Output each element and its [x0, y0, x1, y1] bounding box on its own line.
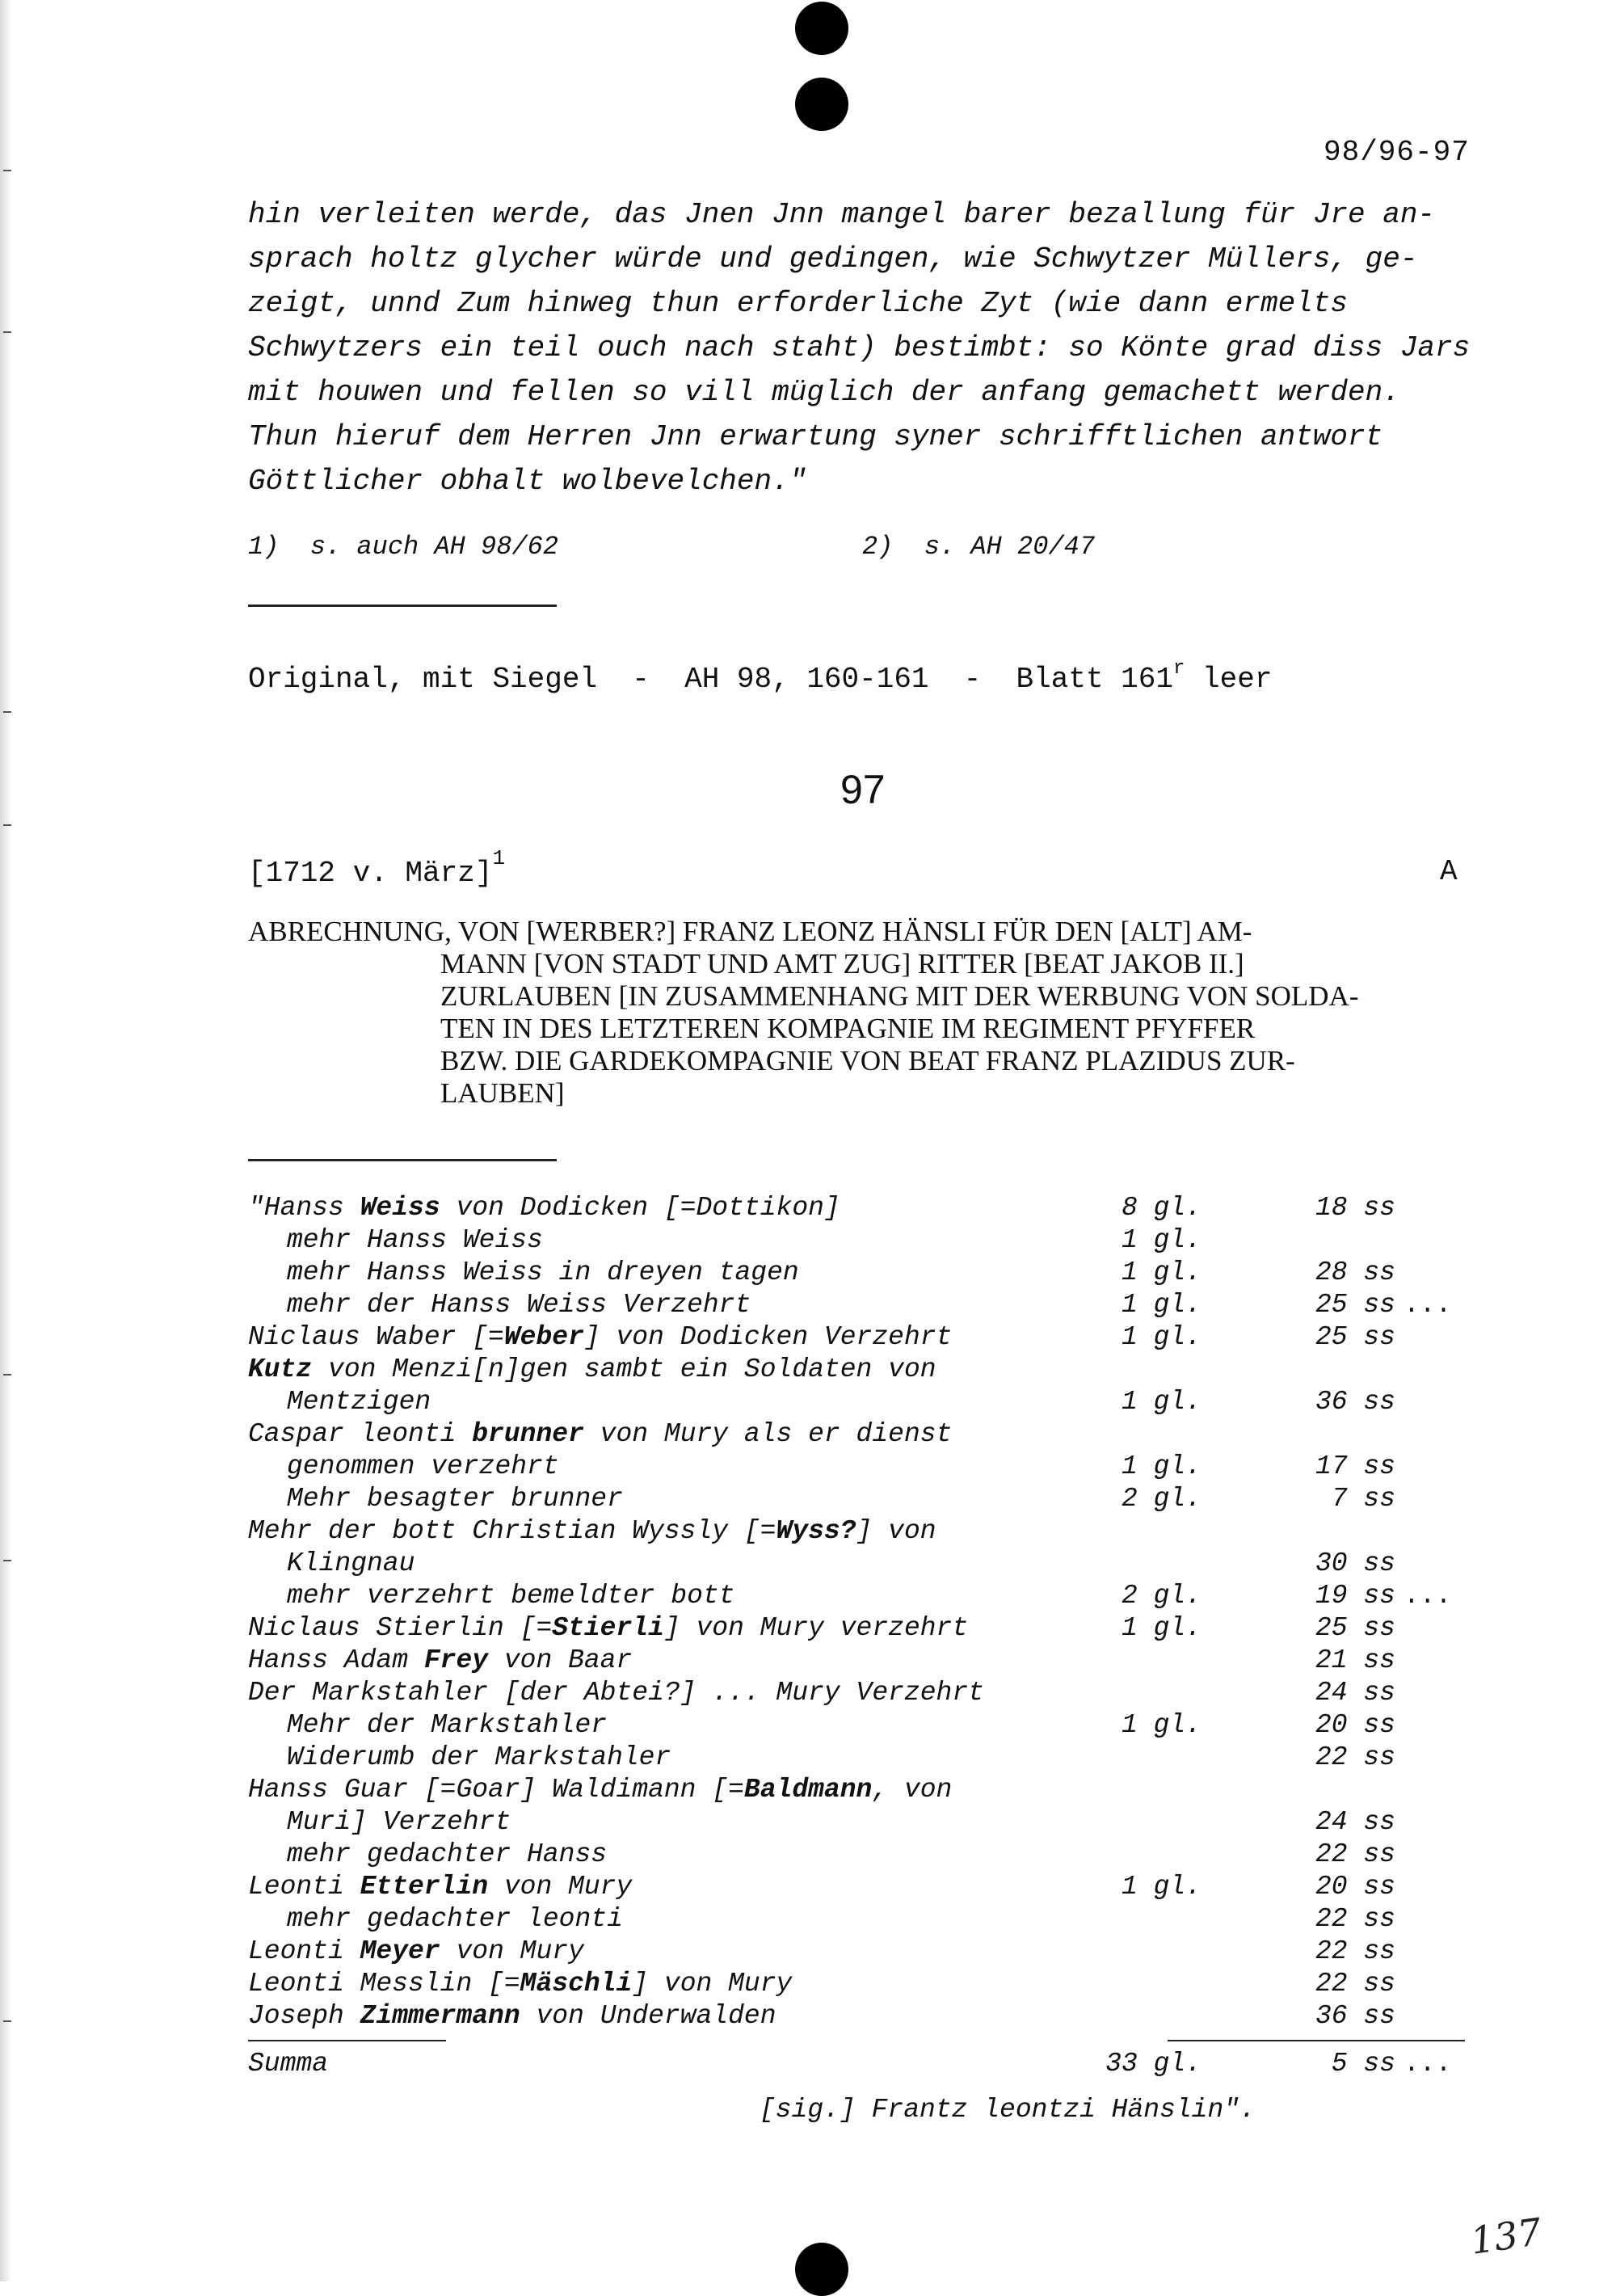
table-row — [248, 1258, 1468, 1290]
heading-line: TEN IN DES LETZTEREN KOMPAGNIE IM REGIMENT PFYFFER — [440, 1013, 1256, 1044]
table-row — [248, 1193, 1468, 1225]
ledger-description-pre: Caspar leonti — [248, 1419, 473, 1449]
ledger-description-bold: Weiss — [360, 1193, 440, 1223]
table-row — [248, 1936, 1468, 1969]
ledger-description-pre: Mentzigen — [287, 1387, 431, 1417]
heading-line: MANN [VON STADT UND AMT ZUG] RITTER [BEAT JAKOB II.] — [440, 948, 1244, 979]
ledger-schilling: 17 ss — [1315, 1451, 1395, 1481]
table-row — [248, 1710, 1468, 1742]
ledger-description — [287, 1839, 607, 1869]
document-date-text: [1712 v. März] — [248, 857, 493, 890]
scan-edge-mark — [3, 711, 11, 713]
document-type-letter: A — [1440, 855, 1458, 888]
source-note-end: leer — [1185, 663, 1273, 696]
summa-gulden: 33 gl. — [1105, 2049, 1201, 2079]
ledger-description — [248, 1936, 584, 1966]
ledger-description-pre: Joseph — [248, 2001, 360, 2031]
ledger-description-pre: mehr gedachter Hanss — [287, 1839, 608, 1869]
ledger-gulden: 1 gl. — [1121, 1258, 1201, 1287]
ledger-description — [248, 1613, 968, 1643]
ledger-description-post: ] von — [856, 1516, 936, 1546]
table-row — [248, 1613, 1468, 1645]
ledger-description — [248, 1193, 840, 1223]
ledger-description-post: von Mury — [440, 1936, 584, 1966]
ledger-gulden: 1 gl. — [1121, 1290, 1201, 1320]
ledger-description-pre: mehr Hanss Weiss in dreyen tagen — [287, 1258, 799, 1287]
ledger-description — [248, 1775, 952, 1805]
text-line: Göttlicher obhalt wolbevelchen." — [248, 465, 807, 498]
ledger-schilling: 22 ss — [1315, 1936, 1395, 1966]
ledger-description-post: von Baar — [488, 1645, 633, 1675]
ledger-schilling: 25 ss — [1315, 1322, 1395, 1352]
table-row — [248, 1451, 1468, 1484]
source-note — [248, 658, 1273, 696]
ledger-description-pre: Hanss Adam — [248, 1645, 424, 1675]
ledger-description-pre: Hanss Guar [=Goar] Waldimann [= — [248, 1775, 744, 1805]
ledger-description-post: von Menzi[n]gen sambt ein Soldaten von — [312, 1354, 936, 1384]
table-row — [248, 1419, 1468, 1451]
ledger-description-bold: Etterlin — [360, 1872, 489, 1902]
ledger-gulden: 1 gl. — [1121, 1872, 1201, 1902]
ledger-gulden: 1 gl. — [1121, 1613, 1201, 1643]
ledger-description-bold: Stierli — [552, 1613, 664, 1643]
ledger-description-pre: Niclaus Waber [= — [248, 1322, 504, 1352]
heading-line: ZURLAUBEN [IN ZUSAMMENHANG MIT DER WERBUNG VON SOLDA- — [440, 980, 1359, 1012]
heading-divider — [248, 1159, 557, 1161]
ledger-description-bold: Frey — [423, 1645, 489, 1675]
table-row — [248, 1969, 1468, 2001]
text-line: sprach holtz glycher würde und gedingen, wie Schwytzer Müllers, ge- — [248, 242, 1418, 276]
ledger-description-bold: Wyss? — [776, 1516, 856, 1546]
ledger-description — [248, 1872, 632, 1902]
ledger-schilling: 22 ss — [1315, 1904, 1395, 1934]
ledger-description — [287, 1581, 735, 1611]
ledger-description-pre: mehr verzehrt bemeldter bott — [287, 1581, 735, 1611]
ledger-description — [248, 1322, 952, 1352]
ledger-description — [287, 1742, 671, 1772]
ledger-description-post: von Mury als er dienst — [583, 1419, 953, 1449]
scan-left-edge — [0, 0, 11, 2281]
document-date — [248, 846, 506, 890]
ledger-table — [248, 1193, 1468, 2033]
ledger-description-bold: Kutz — [248, 1354, 313, 1384]
text-line: zeigt, unnd Zum hinweg thun erforderliche Zyt (wie dann ermelts — [248, 287, 1349, 320]
ledger-schilling: 22 ss — [1315, 1969, 1395, 1999]
ledger-description-post: von Mury — [488, 1872, 633, 1902]
ledger-description-bold: Mäschli — [520, 1969, 633, 1999]
ledger-gulden: 1 gl. — [1121, 1322, 1201, 1352]
ledger-ellipsis: ... — [1403, 1581, 1452, 1611]
table-row — [248, 1548, 1468, 1581]
text-line: mit houwen und fellen so vill müglich der anfang gemachett werden. — [248, 376, 1400, 409]
text-line: Thun hieruf dem Herren Jnn erwartung syner schrifftlichen antwort — [248, 420, 1383, 453]
table-row — [248, 1645, 1468, 1678]
ledger-schilling: 30 ss — [1315, 1548, 1395, 1578]
ledger-description-bold: Zimmermann — [360, 2001, 520, 2031]
ledger-description-pre: mehr der Hanss Weiss Verzehrt — [287, 1290, 751, 1320]
ledger-description-pre: Klingnau — [287, 1548, 415, 1578]
ledger-description — [287, 1484, 623, 1514]
ledger-description-post: ] von Mury verzehrt — [663, 1613, 969, 1643]
ledger-description-post: von Underwalden — [520, 2001, 776, 2031]
ledger-description-pre: Mehr besagter brunner — [287, 1484, 623, 1514]
summa-schilling: 5 ss — [1331, 2049, 1395, 2079]
ledger-description-pre: Leonti — [248, 1872, 360, 1902]
table-row — [248, 1290, 1468, 1322]
ledger-description — [287, 1387, 431, 1417]
scan-edge-mark — [3, 331, 11, 333]
ledger-description-pre: Mehr der Markstahler — [287, 1710, 608, 1740]
preceding-letter-text — [248, 192, 1509, 503]
document-heading — [248, 916, 1460, 1110]
table-row — [248, 1516, 1468, 1548]
ledger-schilling: 21 ss — [1315, 1645, 1395, 1675]
summa-ellipsis: ... — [1403, 2049, 1452, 2079]
heading-line: LAUBEN] — [440, 1077, 565, 1109]
ledger-description — [248, 1354, 936, 1384]
scan-edge-mark — [3, 170, 11, 171]
table-row — [248, 1484, 1468, 1516]
ledger-description-pre: Widerumb der Markstahler — [287, 1742, 671, 1772]
ledger-description — [287, 1807, 511, 1837]
table-row — [248, 1225, 1468, 1258]
ledger-gulden: 2 gl. — [1121, 1581, 1201, 1611]
footnote-2: 2) s. AH 20/47 — [862, 532, 1096, 562]
ledger-description — [248, 2001, 776, 2031]
ledger-description — [287, 1258, 799, 1287]
ledger-description — [287, 1225, 543, 1255]
summa-row — [248, 2049, 1468, 2081]
footnote-1: 1) s. auch AH 98/62 — [248, 532, 559, 562]
scan-edge-mark — [3, 2020, 11, 2022]
source-note-main: Original, mit Siegel - AH 98, 160-161 - Blatt 161 — [248, 663, 1173, 696]
table-row — [248, 1354, 1468, 1387]
text-line: Schwytzers ein teil ouch nach staht) bestimbt: so Könte grad diss Jars — [248, 331, 1471, 364]
ledger-description-pre: genommen verzehrt — [287, 1451, 559, 1481]
ledger-description-bold: brunner — [472, 1419, 584, 1449]
table-row — [248, 1387, 1468, 1419]
punch-hole-bottom — [795, 2243, 848, 2296]
ledger-gulden: 2 gl. — [1121, 1484, 1201, 1514]
table-row — [248, 1775, 1468, 1807]
ledger-ellipsis: ... — [1403, 1290, 1452, 1320]
ledger-total-rule — [1168, 2040, 1465, 2041]
ledger-schilling: 22 ss — [1315, 1742, 1395, 1772]
ledger-gulden: 1 gl. — [1121, 1387, 1201, 1417]
table-row — [248, 2001, 1468, 2033]
ledger-description — [248, 1969, 792, 1999]
ledger-gulden: 8 gl. — [1121, 1193, 1201, 1223]
ledger-description — [287, 1904, 623, 1934]
ledger-description — [287, 1710, 607, 1740]
table-row — [248, 1872, 1468, 1904]
ledger-description-pre: "Hanss — [248, 1193, 360, 1223]
ledger-description-pre: Muri] Verzehrt — [287, 1807, 511, 1837]
ledger-description — [287, 1290, 751, 1320]
ledger-description — [248, 1678, 984, 1708]
heading-line: ABRECHNUNG, VON [WERBER?] FRANZ LEONZ HÄNSLI FÜR DEN [ALT] AM- — [248, 916, 1252, 947]
source-note-superscript: r — [1173, 658, 1185, 680]
ledger-description — [248, 1645, 632, 1675]
ledger-description-pre: mehr gedachter leonti — [287, 1904, 623, 1934]
table-row — [248, 1742, 1468, 1775]
ledger-underline-left — [248, 2040, 446, 2041]
scan-edge-mark — [3, 1560, 11, 1561]
ledger-schilling: 28 ss — [1315, 1258, 1395, 1287]
table-row — [248, 1581, 1468, 1613]
ledger-description — [287, 1548, 415, 1578]
ledger-gulden: 1 gl. — [1121, 1710, 1201, 1740]
scan-edge-mark — [3, 824, 11, 826]
ledger-description-bold: Weber — [503, 1322, 584, 1352]
table-row — [248, 1839, 1468, 1872]
ledger-description-bold: Meyer — [360, 1936, 440, 1966]
ledger-description-post: von Dodicken [=Dottikon] — [440, 1193, 840, 1223]
ledger-description-pre: mehr Hanss Weiss — [287, 1225, 543, 1255]
ledger-schilling: 7 ss — [1331, 1484, 1395, 1514]
ledger-gulden: 1 gl. — [1121, 1451, 1201, 1481]
punch-hole-top-1 — [795, 2, 848, 55]
ledger-description — [287, 1451, 559, 1481]
ledger-schilling: 18 ss — [1315, 1193, 1395, 1223]
ledger-description-pre: Leonti — [248, 1936, 360, 1966]
table-row — [248, 1807, 1468, 1839]
document-date-note: 1 — [492, 846, 506, 870]
ledger-schilling: 19 ss — [1315, 1581, 1395, 1611]
ledger-schilling: 36 ss — [1315, 2001, 1395, 2031]
document-number: 97 — [840, 767, 886, 812]
summa-label: Summa — [248, 2049, 329, 2079]
ledger-description-pre: Der Markstahler [der Abtei?] ... Mury Verzehrt — [248, 1678, 984, 1708]
ledger-description — [248, 1419, 952, 1449]
table-row — [248, 1322, 1468, 1354]
table-row — [248, 1904, 1468, 1936]
ledger-schilling: 20 ss — [1315, 1872, 1395, 1902]
scan-edge-mark — [3, 1374, 11, 1375]
ledger-description-bold: Baldmann — [743, 1775, 873, 1805]
ledger-description-post: ] von Mury — [632, 1969, 793, 1999]
ledger-description-pre: Leonti Messlin [= — [248, 1969, 520, 1999]
ledger-schilling: 22 ss — [1315, 1839, 1395, 1869]
ledger-gulden: 1 gl. — [1121, 1225, 1201, 1255]
handwritten-folio-number: 137 — [1467, 2210, 1545, 2263]
ledger-schilling: 25 ss — [1315, 1290, 1395, 1320]
signature-line: [sig.] Frantz leontzi Hänslin". — [760, 2095, 1256, 2125]
ledger-description-post: ] von Dodicken Verzehrt — [583, 1322, 953, 1352]
ledger-description — [248, 1516, 936, 1546]
text-line: hin verleiten werde, das Jnen Jnn mangel barer bezallung für Jre an- — [248, 198, 1436, 231]
ledger-schilling: 25 ss — [1315, 1613, 1395, 1643]
heading-line: BZW. DIE GARDEKOMPAGNIE VON BEAT FRANZ PLAZIDUS ZUR- — [440, 1045, 1295, 1076]
ledger-description-pre: Niclaus Stierlin [= — [248, 1613, 553, 1643]
page-reference-number: 98/96-97 — [1324, 136, 1470, 169]
table-row — [248, 1678, 1468, 1710]
ledger-description-pre: Mehr der bott Christian Wyssly [= — [248, 1516, 776, 1546]
ledger-schilling: 24 ss — [1315, 1678, 1395, 1708]
ledger-description-post: , von — [872, 1775, 953, 1805]
ledger-schilling: 36 ss — [1315, 1387, 1395, 1417]
punch-hole-top-2 — [795, 78, 848, 131]
ledger-schilling: 20 ss — [1315, 1710, 1395, 1740]
ledger-schilling: 24 ss — [1315, 1807, 1395, 1837]
footnote-divider — [248, 605, 557, 607]
